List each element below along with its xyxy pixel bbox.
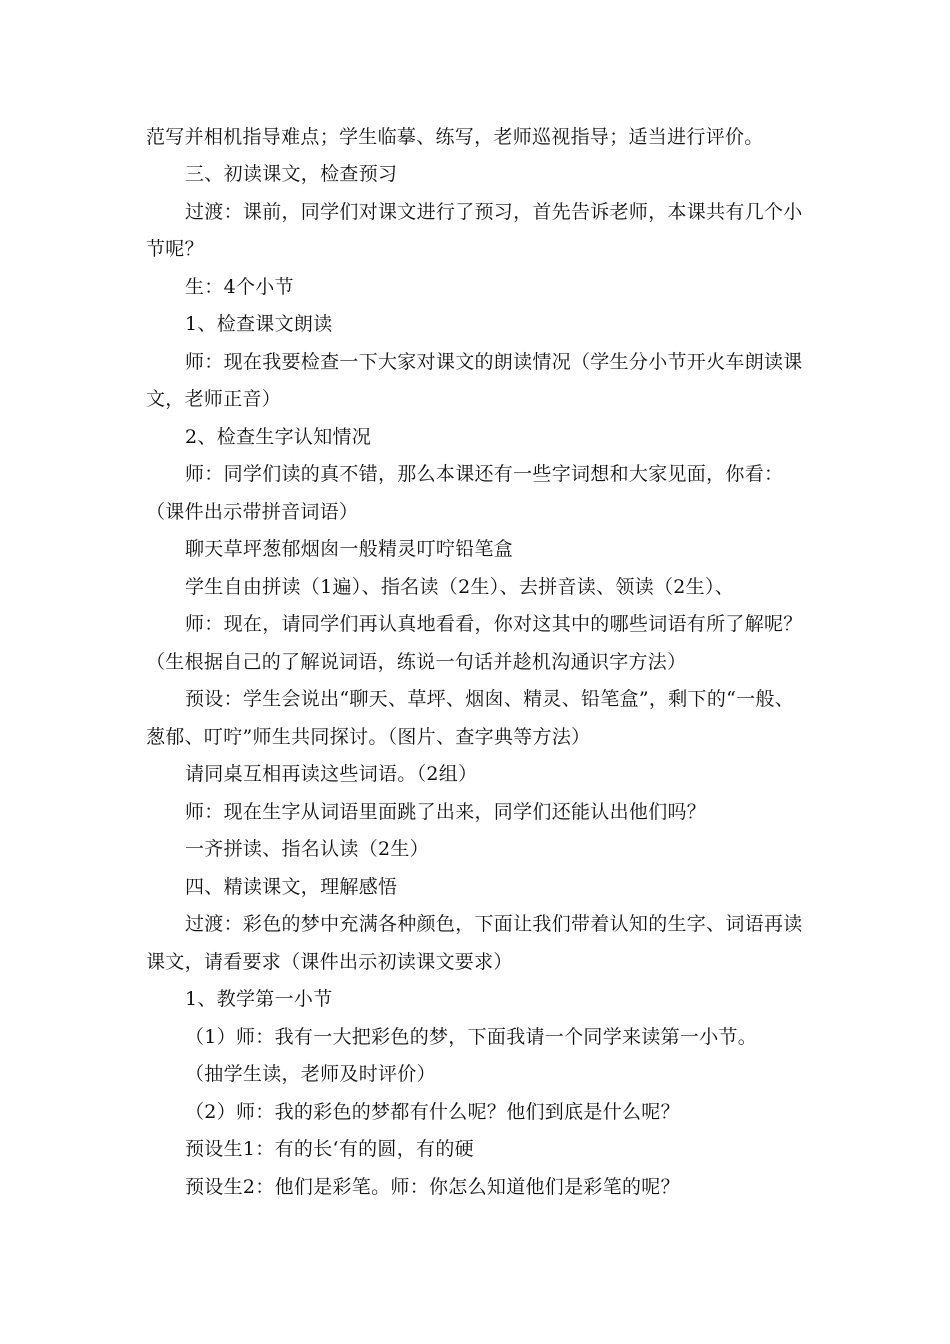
paragraph-line: 预设生2：他们是彩笔。师：你怎么知道他们是彩笔的呢？ bbox=[185, 1176, 680, 1198]
paragraph-line: 一齐拼读、指名认读（2生） bbox=[185, 838, 429, 860]
paragraph-line: 生：4个小节 bbox=[185, 276, 294, 298]
section-heading: 四、精读课文，理解感悟 bbox=[185, 876, 398, 898]
subsection-heading: 1、检查课文朗读 bbox=[185, 313, 333, 335]
paragraph-line: 葱郁、叮咛”师生共同探讨。（图片、查字典等方法） bbox=[146, 726, 591, 748]
paragraph-line: 课文，请看要求（课件出示初读课文要求） bbox=[146, 951, 513, 973]
paragraph-line: 师：现在，请同学们再认真地看看，你对这其中的哪些词语有所了解呢？ bbox=[185, 613, 803, 635]
paragraph-line: 师：现在生字从词语里面跳了出来，同学们还能认出他们吗？ bbox=[185, 801, 707, 823]
paragraph-line: 学生自由拼读（1遍）、指名读（2生）、去拼音读、领读（2生）、 bbox=[185, 576, 735, 598]
paragraph-line: 聊天草坪葱郁烟囱一般精灵叮咛铅笔盒 bbox=[185, 538, 514, 560]
paragraph-line: （1）师：我有一大把彩色的梦，下面我请一个同学来读第一小节。 bbox=[185, 1026, 758, 1048]
subsection-heading: 2、检查生字认知情况 bbox=[185, 426, 372, 448]
paragraph-line: （生根据自己的了解说词语，练说一句话并趁机沟通识字方法） bbox=[146, 651, 687, 673]
paragraph-line: 文，老师正音） bbox=[146, 388, 282, 410]
paragraph-line: 范写并相机指导难点；学生临摹、练写，老师巡视指导；适当进行评价。 bbox=[146, 126, 764, 148]
subsection-heading: 1、教学第一小节 bbox=[185, 988, 333, 1010]
paragraph-line: 师：现在我要检查一下大家对课文的朗读情况（学生分小节开火车朗读课 bbox=[185, 351, 803, 373]
paragraph-line: 过渡：课前，同学们对课文进行了预习，首先告诉老师，本课共有几个小 bbox=[185, 201, 803, 223]
paragraph-line: 预设生1：有的长‘有的圆，有的硬 bbox=[185, 1138, 474, 1160]
paragraph-line: 过渡：彩色的梦中充满各种颜色，下面让我们带着认知的生字、词语再读 bbox=[185, 913, 803, 935]
section-heading: 三、初读课文，检查预习 bbox=[185, 163, 398, 185]
paragraph-line: （2）师：我的彩色的梦都有什么呢？他们到底是什么呢？ bbox=[185, 1101, 680, 1123]
paragraph-line: 师：同学们读的真不错，那么本课还有一些字词想和大家见面，你看： bbox=[185, 463, 784, 485]
paragraph-line: 预设：学生会说出“聊天、草坪、烟囱、精灵、铅笔盒”，剩下的“一般、 bbox=[185, 688, 795, 710]
paragraph-line: 节呢？ bbox=[146, 238, 204, 260]
paragraph-line: （抽学生读，老师及时评价） bbox=[185, 1063, 436, 1085]
paragraph-line: （课件出示带拼音词语） bbox=[146, 501, 359, 523]
paragraph-line: 请同桌互相再读这些词语。（2组） bbox=[185, 763, 478, 785]
